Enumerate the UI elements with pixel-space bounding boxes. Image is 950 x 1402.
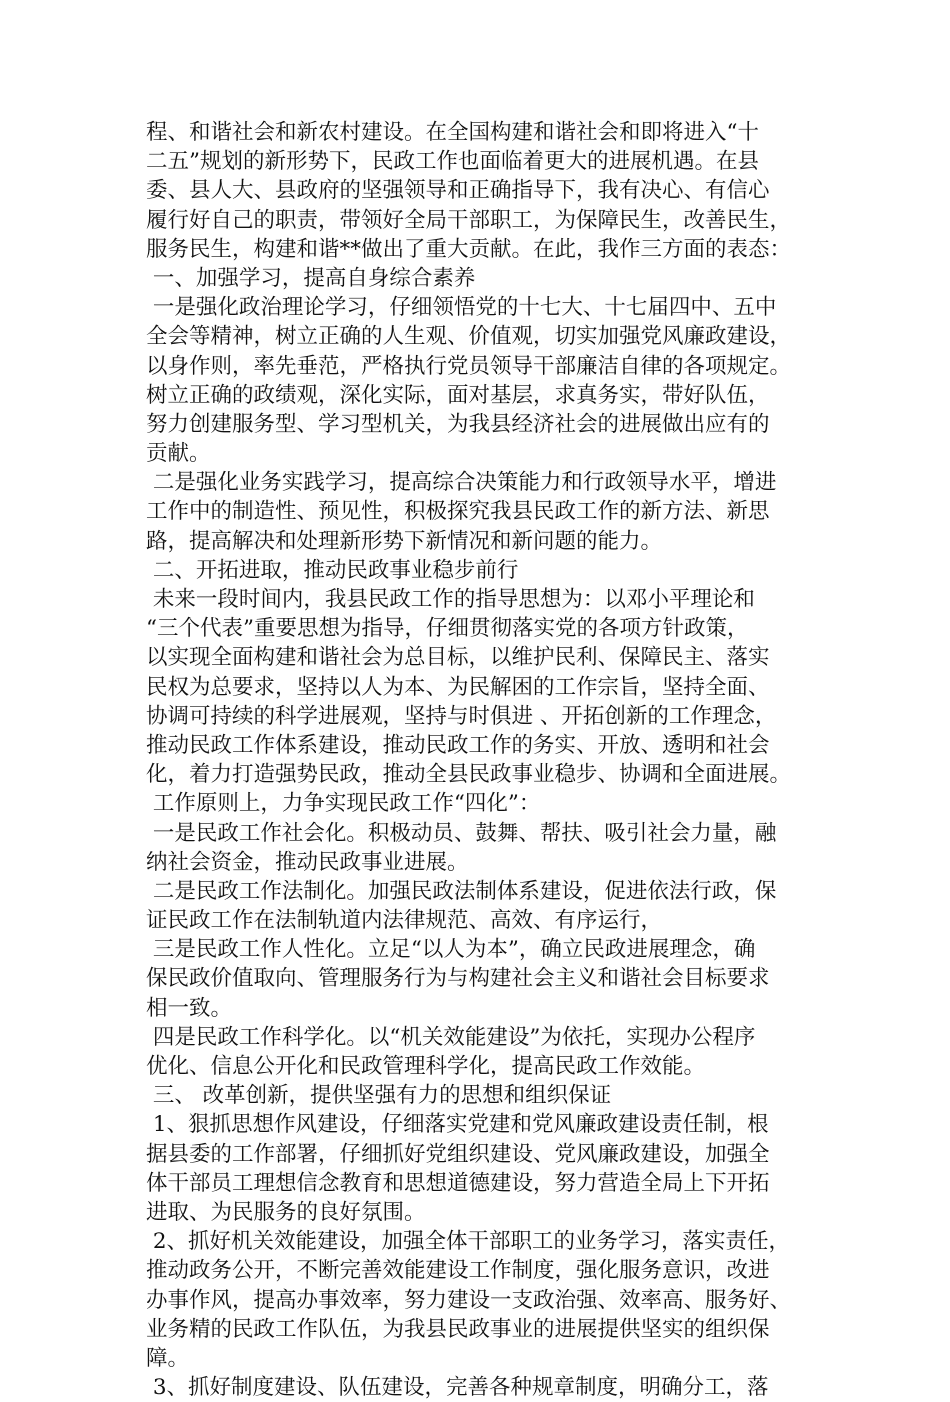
text-line: 化，着力打造强势民政，推动全县民政事业稳步、协调和全面进展。 xyxy=(146,762,792,788)
text-line: 四是民政工作科学化。以“机关效能建设”为依托，实现办公程序 xyxy=(146,1024,756,1050)
text-line: “三个代表”重要思想为指导，仔细贯彻落实党的各项方针政策， xyxy=(146,616,749,642)
text-line: 三、 改革创新，提供坚强有力的思想和组织保证 xyxy=(146,1083,612,1109)
text-line: 1、狠抓思想作风建设，仔细落实党建和党风廉政建设责任制，根 xyxy=(146,1112,769,1138)
text-line: 贡献。 xyxy=(146,441,211,467)
text-line: 办事作风，提高办事效率，努力建设一支政治强、效率高、服务好、 xyxy=(146,1287,792,1313)
text-line: 全会等精神，树立正确的人生观、价值观，切实加强党风廉政建设， xyxy=(146,324,792,350)
text-line: 努力创建服务型、学习型机关，为我县经济社会的进展做出应有的 xyxy=(146,411,770,437)
document-body xyxy=(146,118,826,1402)
text-line: 协调可持续的科学进展观，坚持与时俱进 、开拓创新的工作理念， xyxy=(146,703,777,729)
text-line: 服务民生，构建和谐**做出了重大贡献。在此，我作三方面的表态： xyxy=(146,236,792,262)
text-line: 一是强化政治理论学习，仔细领悟党的十七大、十七届四中、五中 xyxy=(146,295,777,321)
text-line: 民权为总要求，坚持以人为本、为民解困的工作宗旨，坚持全面、 xyxy=(146,674,770,700)
text-line: 障。 xyxy=(146,1345,190,1371)
text-line: 委、县人大、县政府的坚强领导和正确指导下，我有决心、有信心 xyxy=(146,178,770,204)
text-line: 以身作则，率先垂范，严格执行党员领导干部廉洁自律的各项规定。 xyxy=(146,353,792,379)
text-line: 二是民政工作法制化。加强民政法制体系建设，促进依法行政，保 xyxy=(146,878,777,904)
text-line: 体干部员工理想信念教育和思想道德建设，努力营造全局上下开拓 xyxy=(146,1170,770,1196)
text-line: 二、开拓进取，推动民政事业稳步前行 xyxy=(146,557,519,583)
text-line: 以实现全面构建和谐社会为总目标，以维护民利、保障民主、落实 xyxy=(146,645,770,671)
text-line: 2、抓好机关效能建设，加强全体干部职工的业务学习，落实责任， xyxy=(146,1229,791,1255)
text-line: 三是民政工作人性化。立足“以人为本”，确立民政进展理念，确 xyxy=(146,937,756,963)
text-line: 证民政工作在法制轨道内法律规范、高效、有序运行， xyxy=(146,908,663,934)
text-line: 二是强化业务实践学习，提高综合决策能力和行政领导水平，增进 xyxy=(146,470,777,496)
text-line: 保民政价值取向、管理服务行为与构建社会主义和谐社会目标要求 xyxy=(146,966,770,992)
text-line: 路，提高解决和处理新形势下新情况和新问题的能力。 xyxy=(146,528,663,554)
text-line: 一、加强学习，提高自身综合素养 xyxy=(146,265,476,291)
text-line: 据县委的工作部署，仔细抓好党组织建设、党风廉政建设，加强全 xyxy=(146,1141,770,1167)
text-line: 推动民政工作体系建设，推动民政工作的务实、开放、透明和社会 xyxy=(146,732,770,758)
text-line: 一是民政工作社会化。积极动员、鼓舞、帮扶、吸引社会力量，融 xyxy=(146,820,777,846)
text-line: 程、和谐社会和新农村建设。在全国构建和谐社会和即将进入“十 xyxy=(146,120,759,145)
text-line: 未来一段时间内，我县民政工作的指导思想为：以邓小平理论和 xyxy=(146,587,755,612)
text-line: 工作中的制造性、预见性，积极探究我县民政工作的新方法、新思 xyxy=(146,499,770,525)
text-line: 履行好自己的职责，带领好全局干部职工，为保障民生，改善民生， xyxy=(146,207,792,233)
text-line: 相一致。 xyxy=(146,995,233,1021)
text-line: 工作原则上，力争实现民政工作“四化”： xyxy=(146,791,541,817)
text-line: 纳社会资金，推动民政事业进展。 xyxy=(146,849,469,875)
text-line: 树立正确的政绩观，深化实际，面对基层，求真务实，带好队伍， xyxy=(146,382,770,408)
text-line: 优化、信息公开化和民政管理科学化，提高民政工作效能。 xyxy=(146,1054,706,1079)
text-line: 二五”规划的新形势下，民政工作也面临着更大的进展机遇。在县 xyxy=(146,149,759,175)
text-line: 3、抓好制度建设、队伍建设，完善各种规章制度，明确分工，落 xyxy=(146,1375,769,1401)
text-line: 推动政务公开，不断完善效能建设工作制度，强化服务意识，改进 xyxy=(146,1258,770,1284)
text-line: 业务精的民政工作队伍，为我县民政事业的进展提供坚实的组织保 xyxy=(146,1316,770,1342)
text-line: 进取、为民服务的良好氛围。 xyxy=(146,1199,426,1225)
